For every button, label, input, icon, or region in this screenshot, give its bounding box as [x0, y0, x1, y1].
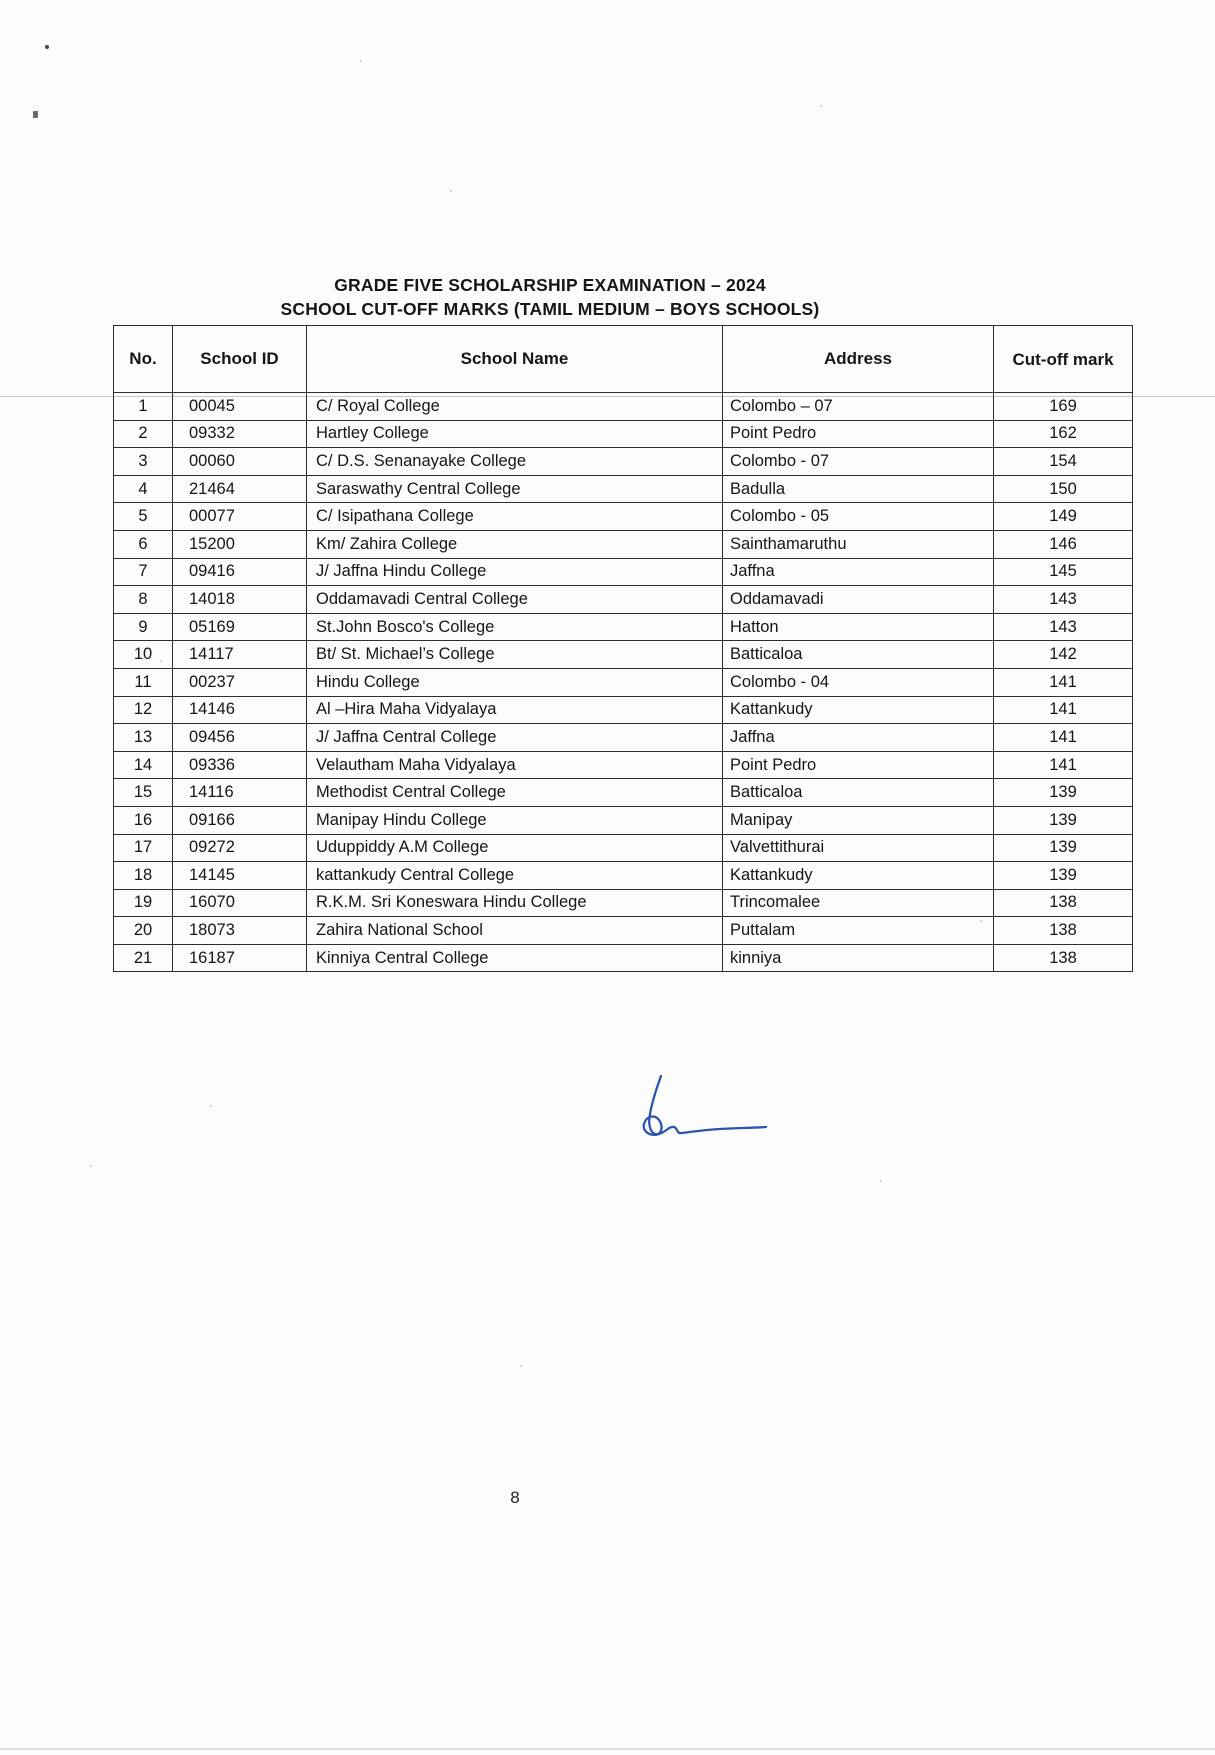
- table-row: [114, 503, 1133, 531]
- cell-address: kinniya: [723, 944, 994, 972]
- header-address: Address: [723, 326, 994, 393]
- table-row: [114, 641, 1133, 669]
- cell-cutoff-mark: 139: [994, 862, 1133, 890]
- cell-no: 8: [114, 586, 173, 614]
- table-row: [114, 393, 1133, 421]
- cell-cutoff-mark: 146: [994, 530, 1133, 558]
- cell-cutoff-mark: 141: [994, 751, 1133, 779]
- cell-school-name: St.John Bosco's College: [307, 613, 723, 641]
- table-row: [114, 917, 1133, 945]
- cell-no: 10: [114, 641, 173, 669]
- cell-school-name: Al –Hira Maha Vidyalaya: [307, 696, 723, 724]
- cell-address: Batticaloa: [723, 779, 994, 807]
- cell-school-id: 16187: [173, 944, 307, 972]
- table-row: [114, 448, 1133, 476]
- cell-no: 18: [114, 862, 173, 890]
- cell-address: Jaffna: [723, 724, 994, 752]
- cell-no: 21: [114, 944, 173, 972]
- cell-school-name: Velautham Maha Vidyalaya: [307, 751, 723, 779]
- cell-address: Kattankudy: [723, 696, 994, 724]
- cell-no: 17: [114, 834, 173, 862]
- cell-school-id: 14117: [173, 641, 307, 669]
- cell-school-id: 18073: [173, 917, 307, 945]
- table-row: [114, 696, 1133, 724]
- cell-school-id: 16070: [173, 889, 307, 917]
- handwritten-signature: [628, 1072, 773, 1150]
- header-cutoff-mark: Cut-off mark: [994, 326, 1133, 393]
- cell-school-name: Methodist Central College: [307, 779, 723, 807]
- cell-school-name: Kinniya Central College: [307, 944, 723, 972]
- cell-address: Jaffna: [723, 558, 994, 586]
- document-subtitle: SCHOOL CUT-OFF MARKS (TAMIL MEDIUM – BOYS SCHOOLS): [280, 299, 820, 319]
- cell-cutoff-mark: 143: [994, 613, 1133, 641]
- cell-address: Colombo – 07: [723, 393, 994, 421]
- cell-school-name: J/ Jaffna Hindu College: [307, 558, 723, 586]
- scan-bottom-edge: [0, 1748, 1215, 1750]
- cell-school-id: 15200: [173, 530, 307, 558]
- table-row: [114, 862, 1133, 890]
- cell-no: 15: [114, 779, 173, 807]
- cell-school-id: 05169: [173, 613, 307, 641]
- cell-school-id: 14116: [173, 779, 307, 807]
- cell-school-id: 09272: [173, 834, 307, 862]
- signature-ink: [628, 1072, 773, 1150]
- cell-school-name: kattankudy Central College: [307, 862, 723, 890]
- cell-address: Trincomalee: [723, 889, 994, 917]
- cell-no: 13: [114, 724, 173, 752]
- cell-school-name: R.K.M. Sri Koneswara Hindu College: [307, 889, 723, 917]
- cutoff-table-body: [114, 393, 1133, 972]
- cell-cutoff-mark: 145: [994, 558, 1133, 586]
- cell-school-name: Manipay Hindu College: [307, 806, 723, 834]
- cell-cutoff-mark: 141: [994, 668, 1133, 696]
- cell-address: Oddamavadi: [723, 586, 994, 614]
- cell-school-id: 14146: [173, 696, 307, 724]
- cell-cutoff-mark: 139: [994, 834, 1133, 862]
- cell-address: Colombo - 07: [723, 448, 994, 476]
- cell-no: 4: [114, 475, 173, 503]
- cell-cutoff-mark: 139: [994, 779, 1133, 807]
- cell-school-name: Bt/ St. Michael’s College: [307, 641, 723, 669]
- cell-no: 19: [114, 889, 173, 917]
- cell-school-name: C/ Isipathana College: [307, 503, 723, 531]
- table-row: [114, 475, 1133, 503]
- cell-school-name: C/ D.S. Senanayake College: [307, 448, 723, 476]
- cell-no: 14: [114, 751, 173, 779]
- cell-school-id: 00077: [173, 503, 307, 531]
- cell-cutoff-mark: 138: [994, 889, 1133, 917]
- page-number: 8: [510, 1488, 520, 1507]
- cell-address: Point Pedro: [723, 751, 994, 779]
- table-row: [114, 420, 1133, 448]
- cell-school-id: 00045: [173, 393, 307, 421]
- cell-address: Hatton: [723, 613, 994, 641]
- cell-school-name: Zahira National School: [307, 917, 723, 945]
- header-school-id: School ID: [173, 326, 307, 393]
- cell-school-id: 00060: [173, 448, 307, 476]
- table-row: [114, 889, 1133, 917]
- cell-cutoff-mark: 150: [994, 475, 1133, 503]
- table-row: [114, 530, 1133, 558]
- cell-no: 6: [114, 530, 173, 558]
- table-row: [114, 613, 1133, 641]
- document-title: GRADE FIVE SCHOLARSHIP EXAMINATION – 2024: [334, 275, 766, 295]
- cell-school-name: Oddamavadi Central College: [307, 586, 723, 614]
- cell-address: Puttalam: [723, 917, 994, 945]
- cell-school-id: 09166: [173, 806, 307, 834]
- cell-cutoff-mark: 154: [994, 448, 1133, 476]
- cell-no: 5: [114, 503, 173, 531]
- cell-no: 9: [114, 613, 173, 641]
- cell-school-name: Hindu College: [307, 668, 723, 696]
- cell-no: 3: [114, 448, 173, 476]
- cell-school-id: 09416: [173, 558, 307, 586]
- cell-school-name: Km/ Zahira College: [307, 530, 723, 558]
- cell-school-name: J/ Jaffna Central College: [307, 724, 723, 752]
- cell-no: 1: [114, 393, 173, 421]
- table-row: [114, 806, 1133, 834]
- table-row: [114, 834, 1133, 862]
- cell-no: 20: [114, 917, 173, 945]
- cell-school-name: C/ Royal College: [307, 393, 723, 421]
- cutoff-marks-table: [113, 325, 1133, 972]
- document-header: [0, 273, 1100, 321]
- cell-no: 7: [114, 558, 173, 586]
- table-row: [114, 558, 1133, 586]
- cell-school-id: 09332: [173, 420, 307, 448]
- cell-school-id: 09456: [173, 724, 307, 752]
- table-header: [114, 326, 1133, 393]
- cell-school-name: Saraswathy Central College: [307, 475, 723, 503]
- scan-noise: [360, 60, 362, 62]
- cell-cutoff-mark: 138: [994, 917, 1133, 945]
- header-no: No.: [114, 326, 173, 393]
- scan-speck: [45, 45, 49, 49]
- cell-address: Sainthamaruthu: [723, 530, 994, 558]
- table-row: [114, 751, 1133, 779]
- table-row: [114, 668, 1133, 696]
- table-row: [114, 586, 1133, 614]
- cell-cutoff-mark: 149: [994, 503, 1133, 531]
- cell-cutoff-mark: 162: [994, 420, 1133, 448]
- cell-address: Point Pedro: [723, 420, 994, 448]
- cell-cutoff-mark: 141: [994, 696, 1133, 724]
- cell-address: Manipay: [723, 806, 994, 834]
- cell-no: 11: [114, 668, 173, 696]
- cell-no: 12: [114, 696, 173, 724]
- cell-no: 2: [114, 420, 173, 448]
- scan-speck: [32, 110, 38, 118]
- table-row: [114, 724, 1133, 752]
- cell-cutoff-mark: 141: [994, 724, 1133, 752]
- cell-school-id: 00237: [173, 668, 307, 696]
- cell-school-name: Hartley College: [307, 420, 723, 448]
- cell-school-id: 09336: [173, 751, 307, 779]
- table-row: [114, 944, 1133, 972]
- cell-cutoff-mark: 142: [994, 641, 1133, 669]
- cell-address: Batticaloa: [723, 641, 994, 669]
- cell-school-name: Uduppiddy A.M College: [307, 834, 723, 862]
- table-row: [114, 779, 1133, 807]
- cell-school-id: 14145: [173, 862, 307, 890]
- cell-address: Colombo - 05: [723, 503, 994, 531]
- cell-school-id: 14018: [173, 586, 307, 614]
- cell-cutoff-mark: 139: [994, 806, 1133, 834]
- cell-address: Colombo - 04: [723, 668, 994, 696]
- cell-school-id: 21464: [173, 475, 307, 503]
- cell-cutoff-mark: 138: [994, 944, 1133, 972]
- cell-address: Badulla: [723, 475, 994, 503]
- cell-address: Kattankudy: [723, 862, 994, 890]
- table-header-row: [114, 326, 1133, 393]
- cell-cutoff-mark: 169: [994, 393, 1133, 421]
- cell-cutoff-mark: 143: [994, 586, 1133, 614]
- cell-address: Valvettithurai: [723, 834, 994, 862]
- header-school-name: School Name: [307, 326, 723, 393]
- cell-no: 16: [114, 806, 173, 834]
